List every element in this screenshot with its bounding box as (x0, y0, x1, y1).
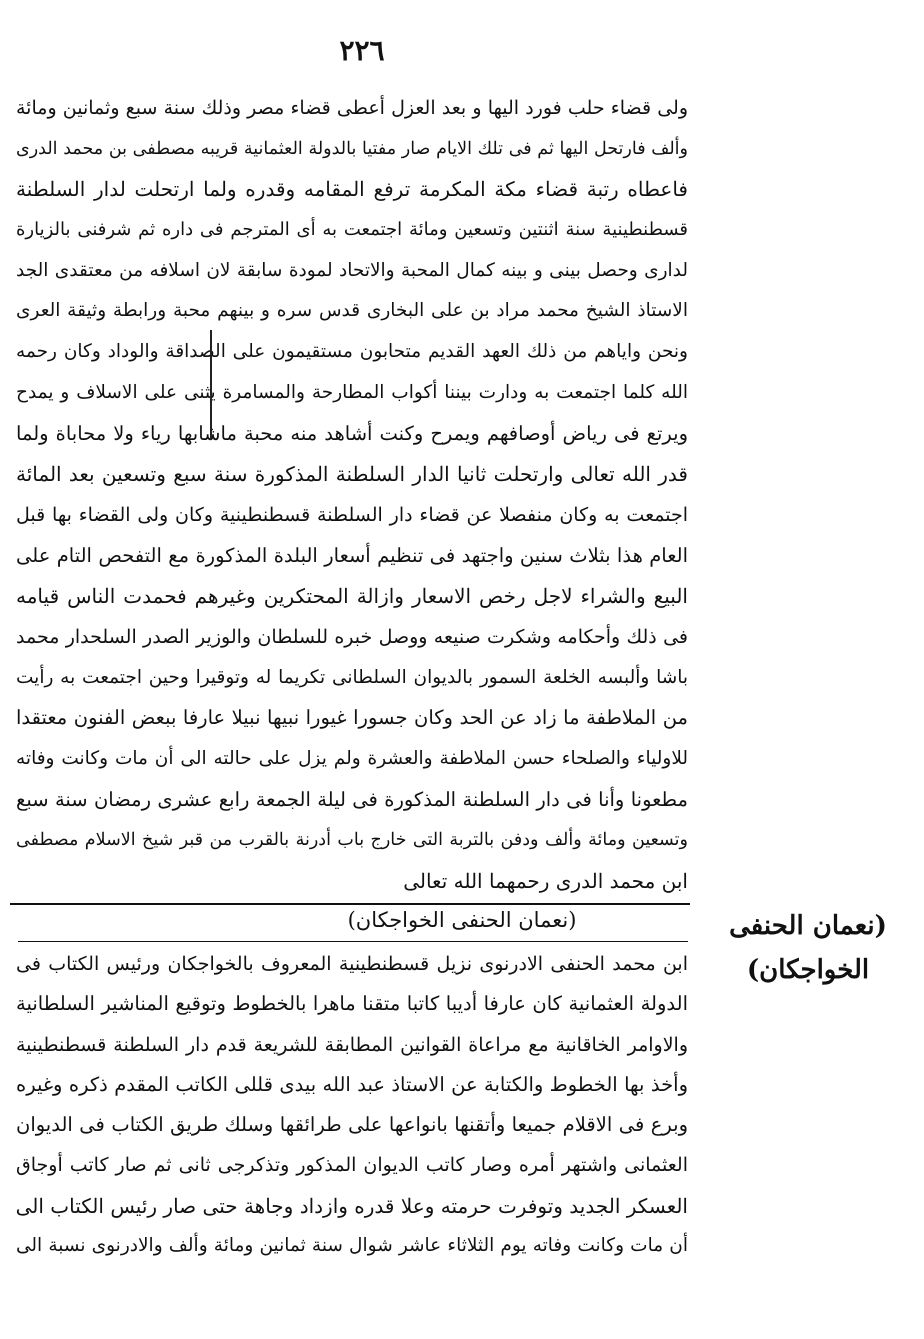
text-line: العثمانى واشتهر أمره وصار كاتب الديوان المذكور وتذكرجى ثانى ثم صار كاتب أوجاق (16, 1154, 688, 1177)
text-line: ابن محمد الدرى رحمهما الله تعالى (403, 869, 688, 894)
margin-title: (نعمان الحنفى الخواجكان) (729, 911, 887, 985)
text-line: فى ذلك وأحكامه وشكرت صنيعه ووصل خبره للسلطان والوزير الصدر السلحدار محمد (16, 625, 688, 648)
text-line: ولى قضاء حلب فورد اليها و بعد العزل أعطى قضاء مصر وذلك سنة سبع وثمانين ومائة (16, 97, 688, 119)
text-line: قسطنطينية سنة اثنتين وتسعين ومائة اجتمعت به أى المترجم فى داره ثم شرفنى بالزيارة (16, 219, 688, 241)
text-line: الله كلما اجتمعت به ودارت بيننا أكواب المطارحة والمسامرة يثنى على الاسلاف و يمدح (16, 381, 688, 403)
text-line: ونحن واياهم من ذلك العهد القديم متحابون مستقيمون على الصداقة والوداد وكان رحمه (16, 341, 688, 363)
text-line: قدر الله تعالى وارتحلت ثانيا الدار السلطنة المذكورة سنة سبع وتسعين بعد المائة (16, 462, 688, 487)
section-heading: (نعمان الحنفى الخواجكان) (347, 908, 577, 932)
biography-paragraph-2 (16, 944, 688, 1266)
text-line: أن مات وكانت وفاته يوم الثلاثاء عاشر شوال سنة ثمانين ومائة وألف والادرنوى نسبة الى (16, 1235, 688, 1257)
text-line: البيع والشراء لاجل رخص الاسعار وازالة المحتكرين وغيرهم فحمدت الناس قيامه (16, 584, 688, 609)
text-line: فاعطاه رتبة قضاء مكة المكرمة ترفع المقامه وقدره ولما ارتحلت لدار السلطنة (16, 177, 688, 202)
biography-paragraph-1 (16, 88, 688, 902)
text-line: للاولياء والصلحاء حسن الملاطفة والعشرة ولم يزل على حالته الى أن مات وكانت وفاته (16, 748, 688, 769)
text-line: وبرع فى الاقلام جميعا وأتقنها بانواعها على طرائقها وسلك طريق الكتاب فى الديوان (16, 1113, 688, 1137)
text-line: ابن محمد الحنفى الادرنوى نزيل قسطنطينية المعروف بالخواجكان ورئيس الكتاب فى (16, 953, 688, 975)
page-number: ٢٢٦ (339, 34, 385, 67)
text-line: العسكر الجديد وتوفرت حرمته وعلا قدره وازداد وجاهة حتى صار رئيس الكتاب الى (16, 1193, 688, 1218)
text-line: والاوامر الخاقانية مع مراعاة القوانين المطابقة للشريعة قدم دار السلطنة قسطنطينية (16, 1033, 688, 1056)
text-line: باشا وألبسه الخلعة السمور بالديوان السلطانى تكريما له وتوقيرا وحين اجتمعت به رأيت (16, 666, 688, 688)
text-line: وتسعين ومائة وألف ودفن بالتربة التى خارج باب أدرنة بالقرب من قبر شيخ الاسلام مصطفى (16, 830, 688, 851)
text-line: وأخذ بها الخطوط والكتابة عن الاستاذ عبد الله بيدى قللى الكاتب المقدم ذكره وغيره (16, 1072, 688, 1096)
text-line: الاستاذ الشيخ محمد مراد بن على البخارى قدس سره و بينهم محبة ورابطة وثيقة العرى (16, 300, 688, 322)
text-line: العام هذا بثلاث سنين واجتهد فى تنظيم أسعار البلدة المذكورة مع التفحص التام على (16, 543, 688, 567)
text-line: الدولة العثمانية كان عارفا أديبا كاتبا متقنا ماهرا بالخطوط وتوقيع المناشير السلطانية (16, 992, 688, 1016)
heading-rule (18, 941, 688, 942)
text-line: لدارى وحصل بينى و بينه كمال المحبة والاتحاد لمودة سابقة لان اسلافه من معتقدى الجد (16, 259, 688, 281)
text-line: ويرتع فى رياض أوصافهم ويمرح وكنت أشاهد منه محبة ماشابها رياء ولا محاباة ولما (16, 421, 688, 445)
text-line: مطعونا وأنا فى دار السلطنة المذكورة فى ليلة الجمعة رابع عشرى رمضان سنة سبع (16, 787, 688, 811)
text-line: اجتمعت به وكان منفصلا عن قضاء دار السلطنة قسطنطينية وكان ولى القضاء بها قبل (16, 503, 688, 526)
text-line: وألف فارتحل اليها ثم فى تلك الايام صار مفتيا بالدولة العثمانية قريبه مصطفى بن محمد الدرى (16, 138, 688, 159)
margin-bracket (210, 330, 212, 440)
text-line: من الملاطفة ما زاد عن الحد وكان جسورا غيورا نبيها نبيلا عارفا ببعض الفنون معتقدا (16, 706, 688, 730)
section-divider (10, 903, 690, 905)
